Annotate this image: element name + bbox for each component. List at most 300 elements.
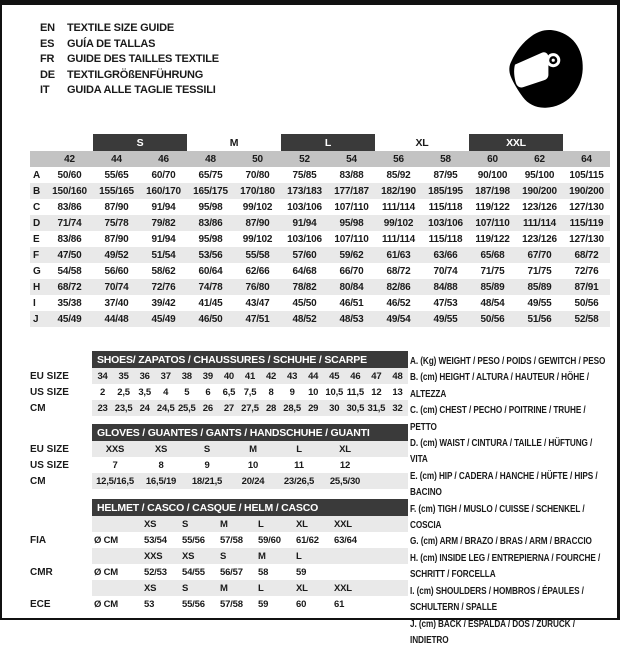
- cell: 99/102: [234, 231, 281, 247]
- cell: 4: [155, 384, 176, 400]
- cell: 11: [276, 457, 322, 473]
- legend-item: J. (cm) BACK / ESPALDA / DOS / ZURÜCK / INDIETRO: [410, 617, 611, 649]
- cell: 55/56: [180, 596, 218, 612]
- table-row: [30, 199, 610, 215]
- cell: 52/58: [563, 311, 610, 327]
- cell: 72/76: [563, 263, 610, 279]
- cell: 53: [142, 596, 180, 612]
- cell: 68/72: [563, 247, 610, 263]
- cell: 115/118: [422, 231, 469, 247]
- row-letter: G: [30, 263, 46, 279]
- size-header-corner: [30, 151, 46, 167]
- language-text: TEXTILGRÖßENFÜHRUNG: [67, 68, 203, 84]
- row-letter: H: [30, 279, 46, 295]
- cell: XL: [322, 441, 368, 457]
- table-row: [30, 311, 610, 327]
- cell: 12: [322, 457, 368, 473]
- cell: 54/58: [46, 263, 93, 279]
- size-band-row: [30, 133, 610, 151]
- cell: 57/58: [218, 596, 256, 612]
- language-item: [40, 52, 219, 68]
- cell: 37/40: [93, 295, 140, 311]
- cell: 40: [218, 368, 239, 384]
- cell: L: [256, 516, 294, 532]
- table-row: [30, 384, 408, 400]
- cell: 72/76: [140, 279, 187, 295]
- cell: L: [294, 548, 332, 564]
- cell: 54/55: [180, 564, 218, 580]
- cell: 7: [92, 457, 138, 473]
- cell: 177/187: [328, 183, 375, 199]
- table-row: [30, 279, 610, 295]
- cell: 49/55: [422, 311, 469, 327]
- cell: 165/175: [187, 183, 234, 199]
- row-cells: [92, 596, 408, 612]
- row-label: EU SIZE: [30, 368, 92, 384]
- language-code: IT: [40, 83, 67, 99]
- cell: 9: [282, 384, 303, 400]
- cell: Ø CM: [92, 596, 142, 612]
- table-row: [30, 368, 408, 384]
- cell: 127/130: [563, 231, 610, 247]
- table-row: [30, 548, 408, 564]
- cell: 82/86: [375, 279, 422, 295]
- size-band-l: L: [281, 134, 375, 151]
- table-row: [30, 473, 408, 489]
- language-code: EN: [40, 21, 67, 37]
- cell: 26: [197, 400, 218, 416]
- cell: 11,5: [345, 384, 366, 400]
- cell: 70/80: [234, 167, 281, 183]
- cell: 83/88: [328, 167, 375, 183]
- size-header-row: [30, 151, 610, 167]
- language-list: [40, 21, 219, 99]
- cell: 23/26,5: [276, 473, 322, 489]
- row-cells: [92, 548, 408, 564]
- table-row: [30, 516, 408, 532]
- row-cells: [92, 384, 408, 400]
- cell: 51/56: [516, 311, 563, 327]
- cell: 84/88: [422, 279, 469, 295]
- textile-size-table: [30, 133, 610, 327]
- row-cells: [92, 457, 408, 473]
- cell: 45/49: [46, 311, 93, 327]
- cell: XS: [142, 516, 180, 532]
- cell: 47/53: [422, 295, 469, 311]
- row-cells: [92, 473, 408, 489]
- language-code: ES: [40, 37, 67, 53]
- cell: [92, 580, 142, 596]
- cell: 61/63: [375, 247, 422, 263]
- cell: 71/75: [516, 263, 563, 279]
- cell: 63/66: [422, 247, 469, 263]
- cell: 155/165: [93, 183, 140, 199]
- legend-item: A. (Kg) WEIGHT / PESO / POIDS / GEWITCH / PESO: [410, 354, 611, 370]
- cell: 71/74: [46, 215, 93, 231]
- cell: 9: [184, 457, 230, 473]
- cell: 59/60: [256, 532, 294, 548]
- cell: 83/86: [187, 215, 234, 231]
- size-header-cell: 58: [422, 151, 469, 167]
- cell: 32: [387, 400, 408, 416]
- cell: 23,5: [113, 400, 134, 416]
- table-row: [30, 441, 408, 457]
- language-code: FR: [40, 52, 67, 68]
- cell: 53/54: [142, 532, 180, 548]
- cell: 99/102: [375, 215, 422, 231]
- language-text: GUIDE DES TAILLES TEXTILE: [67, 52, 219, 68]
- cell: Ø CM: [92, 564, 142, 580]
- cell: 70/74: [422, 263, 469, 279]
- cell: 59: [256, 596, 294, 612]
- language-text: TEXTILE SIZE GUIDE: [67, 21, 174, 37]
- cell: 68/72: [46, 279, 93, 295]
- cell: 187/198: [469, 183, 516, 199]
- row-label: ECE: [30, 596, 92, 612]
- cell: 12: [366, 384, 387, 400]
- cell: 75/85: [281, 167, 328, 183]
- table-row: [30, 231, 610, 247]
- cell: 55/58: [234, 247, 281, 263]
- cell: S: [180, 580, 218, 596]
- cell: 42: [261, 368, 282, 384]
- legend-item: D. (cm) WAIST / CINTURA / TAILLE / HÜFTUNG / VITA: [410, 436, 611, 469]
- cell: 70/74: [93, 279, 140, 295]
- cell: 20/24: [230, 473, 276, 489]
- row-label: [30, 548, 92, 564]
- cell: 64/68: [281, 263, 328, 279]
- cell: 76/80: [234, 279, 281, 295]
- cell: 50/56: [563, 295, 610, 311]
- cell: 49/55: [516, 295, 563, 311]
- legend-item: B. (cm) HEIGHT / ALTURA / HAUTEUR / HÖHE / ALTEZZA: [410, 370, 611, 403]
- table-row: [30, 247, 610, 263]
- cell: 83/86: [46, 199, 93, 215]
- row-letter: C: [30, 199, 46, 215]
- cell: 107/110: [469, 215, 516, 231]
- cell: 28: [261, 400, 282, 416]
- cell: 48/54: [469, 295, 516, 311]
- legend-item: G. (cm) ARM / BRAZO / BRAS / ARM / BRACCIO: [410, 534, 611, 550]
- cell: 2: [92, 384, 113, 400]
- size-band-xxl: XXL: [469, 134, 563, 151]
- cell: 46/51: [328, 295, 375, 311]
- row-letter: J: [30, 311, 46, 327]
- cell: 38: [176, 368, 197, 384]
- language-item: [40, 68, 219, 84]
- cell: 39/42: [140, 295, 187, 311]
- cell: 79/82: [140, 215, 187, 231]
- language-text: GUIDA ALLE TAGLIE TESSILI: [67, 83, 216, 99]
- cell: 45/50: [281, 295, 328, 311]
- cell: 48/53: [328, 311, 375, 327]
- size-band-xl: XL: [375, 134, 469, 151]
- cell: 59: [294, 564, 332, 580]
- cell: 173/183: [281, 183, 328, 199]
- cell: 34: [92, 368, 113, 384]
- cell: 190/200: [516, 183, 563, 199]
- row-cells: [92, 564, 408, 580]
- cell: 45/49: [140, 311, 187, 327]
- cell: 95/98: [187, 231, 234, 247]
- cell: 39: [197, 368, 218, 384]
- row-cells: [92, 441, 408, 457]
- table-row: [30, 167, 610, 183]
- cell: 44/48: [93, 311, 140, 327]
- cell: 103/106: [281, 231, 328, 247]
- table-row: [30, 400, 408, 416]
- row-label: CM: [30, 400, 92, 416]
- cell: 16,5/19: [138, 473, 184, 489]
- cell: 53/56: [187, 247, 234, 263]
- cell: 170/180: [234, 183, 281, 199]
- cell: 103/106: [281, 199, 328, 215]
- cell: 58: [256, 564, 294, 580]
- cell: 56/60: [93, 263, 140, 279]
- row-label: US SIZE: [30, 384, 92, 400]
- cell: 59/62: [328, 247, 375, 263]
- row-label: CMR: [30, 564, 92, 580]
- cell: 30,5: [345, 400, 366, 416]
- table-row: [30, 263, 610, 279]
- cell: 2,5: [113, 384, 134, 400]
- cell: 47/50: [46, 247, 93, 263]
- cell: 115/119: [563, 215, 610, 231]
- gloves-size-table: [30, 424, 408, 489]
- cell: 27: [218, 400, 239, 416]
- cell: 55/56: [180, 532, 218, 548]
- cell: 103/106: [422, 215, 469, 231]
- cell: 49/54: [375, 311, 422, 327]
- cell: 44: [303, 368, 324, 384]
- language-text: GUÍA DE TALLAS: [67, 37, 155, 53]
- language-item: [40, 37, 219, 53]
- cell: 5: [176, 384, 197, 400]
- cell: 60: [294, 596, 332, 612]
- cell: M: [256, 548, 294, 564]
- cell: 60/64: [187, 263, 234, 279]
- cell: 74/78: [187, 279, 234, 295]
- cell: 57/58: [218, 532, 256, 548]
- cell: S: [218, 548, 256, 564]
- row-cells: [92, 580, 408, 596]
- cell: 48/52: [281, 311, 328, 327]
- row-letter: D: [30, 215, 46, 231]
- size-header-cell: 44: [93, 151, 140, 167]
- row-label: US SIZE: [30, 457, 92, 473]
- cell: 115/118: [422, 199, 469, 215]
- cell: 55/65: [93, 167, 140, 183]
- helmet-icon-svg: [500, 25, 588, 113]
- legend-item: C. (cm) CHEST / PECHO / POITRINE / TRUHE / PETTO: [410, 403, 611, 436]
- cell: 35: [113, 368, 134, 384]
- cell: 47/51: [234, 311, 281, 327]
- cell: XS: [180, 548, 218, 564]
- cell: [332, 548, 370, 564]
- cell: 91/94: [140, 231, 187, 247]
- cell: 46/50: [187, 311, 234, 327]
- legend-item: E. (cm) HIP / CADERA / HANCHE / HÜFTE / HIPS / BACINO: [410, 469, 611, 502]
- row-cells: [92, 516, 408, 532]
- cell: 83/86: [46, 231, 93, 247]
- table-row: [30, 457, 408, 473]
- cell: 46: [345, 368, 366, 384]
- cell: 65/68: [469, 247, 516, 263]
- cell: 190/200: [563, 183, 610, 199]
- cell: 41/45: [187, 295, 234, 311]
- row-letter: I: [30, 295, 46, 311]
- size-band-m: M: [187, 134, 281, 151]
- cell: 87/91: [563, 279, 610, 295]
- size-band-s: S: [93, 134, 187, 151]
- cell: 61/62: [294, 532, 332, 548]
- cell: 35/38: [46, 295, 93, 311]
- helmet-size-table: [30, 499, 408, 612]
- cell: 67/70: [516, 247, 563, 263]
- legend-item: F. (cm) TIGH / MUSLO / CUISSE / SCHENKEL / COSCIA: [410, 502, 611, 535]
- cell: 61: [332, 596, 370, 612]
- cell: 85/92: [375, 167, 422, 183]
- cell: 107/110: [328, 231, 375, 247]
- row-label: CM: [30, 473, 92, 489]
- cell: 68/72: [375, 263, 422, 279]
- cell: 90/100: [469, 167, 516, 183]
- cell: 10: [230, 457, 276, 473]
- cell: 87/90: [234, 215, 281, 231]
- row-letter: E: [30, 231, 46, 247]
- size-header-cell: 54: [328, 151, 375, 167]
- cell: 24,5: [155, 400, 176, 416]
- cell: 31,5: [366, 400, 387, 416]
- cell: 18/21,5: [184, 473, 230, 489]
- cell: 8: [261, 384, 282, 400]
- cell: 62/66: [234, 263, 281, 279]
- cell: XL: [294, 516, 332, 532]
- cell: 37: [155, 368, 176, 384]
- cell: XXL: [332, 580, 370, 596]
- cell: 99/102: [234, 199, 281, 215]
- cell: 87/90: [93, 199, 140, 215]
- table-row: [30, 580, 408, 596]
- size-header-cell: 60: [469, 151, 516, 167]
- cell: 65/75: [187, 167, 234, 183]
- helmet-icon: [500, 25, 588, 113]
- row-label: FIA: [30, 532, 92, 548]
- legend-item: H. (cm) INSIDE LEG / ENTREPIERNA / FOURCHE / SCHRITT / FORCELLA: [410, 551, 611, 584]
- cell: 6,5: [218, 384, 239, 400]
- row-cells: [92, 400, 408, 416]
- cell: 56/57: [218, 564, 256, 580]
- cell: 95/100: [516, 167, 563, 183]
- cell: 105/115: [563, 167, 610, 183]
- cell: M: [218, 516, 256, 532]
- cell: 63/64: [332, 532, 370, 548]
- cell: 87/95: [422, 167, 469, 183]
- cell: 47: [366, 368, 387, 384]
- language-code: DE: [40, 68, 67, 84]
- cell: 10,5: [324, 384, 345, 400]
- cell: M: [230, 441, 276, 457]
- table-row: [30, 564, 408, 580]
- size-header-cell: 48: [187, 151, 234, 167]
- cell: Ø CM: [92, 532, 142, 548]
- language-item: [40, 21, 219, 37]
- cell: 48: [387, 368, 408, 384]
- cell: 107/110: [328, 199, 375, 215]
- cell: 123/126: [516, 231, 563, 247]
- row-letter: A: [30, 167, 46, 183]
- row-label: [30, 516, 92, 532]
- cell: 78/82: [281, 279, 328, 295]
- cell: 29: [303, 400, 324, 416]
- cell: 185/195: [422, 183, 469, 199]
- cell: 6: [197, 384, 218, 400]
- cell: 43: [282, 368, 303, 384]
- cell: 95/98: [328, 215, 375, 231]
- cell: 111/114: [375, 199, 422, 215]
- table-row: [30, 596, 408, 612]
- table-row: [30, 183, 610, 199]
- shoes-title-bar: SHOES/ ZAPATOS / CHAUSSURES / SCHUHE / SCARPE: [92, 351, 408, 368]
- cell: 8: [138, 457, 184, 473]
- row-cells: [92, 532, 408, 548]
- cell: 41: [239, 368, 260, 384]
- cell: 25,5: [176, 400, 197, 416]
- row-cells: [92, 368, 408, 384]
- cell: M: [218, 580, 256, 596]
- cell: 49/52: [93, 247, 140, 263]
- cell: XL: [294, 580, 332, 596]
- cell: 95/98: [187, 199, 234, 215]
- table-row: [30, 532, 408, 548]
- helmet-title-bar: HELMET / CASCO / CASQUE / HELM / CASCO: [92, 499, 408, 516]
- cell: XXS: [142, 548, 180, 564]
- cell: XS: [138, 441, 184, 457]
- cell: 71/75: [469, 263, 516, 279]
- cell: 30: [324, 400, 345, 416]
- cell: 75/78: [93, 215, 140, 231]
- cell: 66/70: [328, 263, 375, 279]
- table-row: [30, 215, 610, 231]
- cell: 80/84: [328, 279, 375, 295]
- cell: 57/60: [281, 247, 328, 263]
- cell: 28,5: [282, 400, 303, 416]
- cell: 10: [303, 384, 324, 400]
- cell: [332, 564, 370, 580]
- gloves-title-bar: GLOVES / GUANTES / GANTS / HANDSCHUHE / GUANTI: [92, 424, 408, 441]
- cell: 87/90: [93, 231, 140, 247]
- cell: 25,5/30: [322, 473, 368, 489]
- cell: 119/122: [469, 199, 516, 215]
- size-header-cell: 42: [46, 151, 93, 167]
- row-label: EU SIZE: [30, 441, 92, 457]
- cell: 51/54: [140, 247, 187, 263]
- cell: 58/62: [140, 263, 187, 279]
- cell: 127/130: [563, 199, 610, 215]
- cell: XXS: [92, 441, 138, 457]
- language-item: [40, 83, 219, 99]
- cell: XXL: [332, 516, 370, 532]
- cell: 60/70: [140, 167, 187, 183]
- cell: 7,5: [239, 384, 260, 400]
- cell: [92, 548, 142, 564]
- cell: 182/190: [375, 183, 422, 199]
- cell: [92, 516, 142, 532]
- size-header-cell: 46: [140, 151, 187, 167]
- row-label: [30, 580, 92, 596]
- cell: 12,5/16,5: [92, 473, 138, 489]
- cell: 85/89: [516, 279, 563, 295]
